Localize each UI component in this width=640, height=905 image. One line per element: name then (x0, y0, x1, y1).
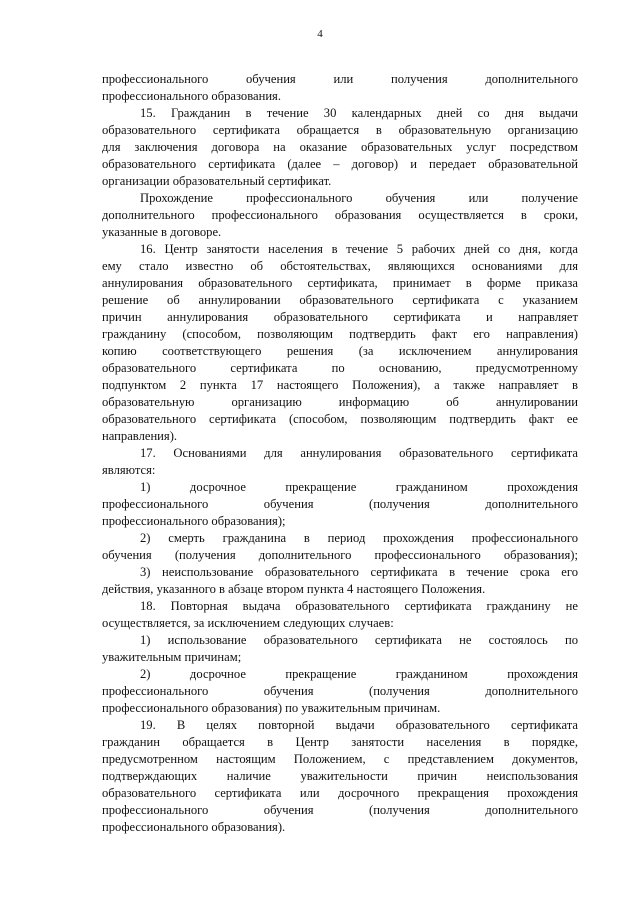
text-line: 19. В целях повторной выдачи образовательного сертификата (140, 718, 578, 732)
text-line: профессионального обучения (получения дополнительного (102, 497, 578, 511)
text-line: уважительным причинам; (102, 650, 242, 664)
text-line: действия, указанного в абзаце втором пункта 4 настоящего Положения. (102, 582, 486, 596)
text-line: профессионального образования); (102, 514, 286, 528)
text-line: профессионального обучения или получения дополнительного (102, 72, 578, 86)
text-line: профессионального обучения (получения дополнительного (102, 684, 578, 698)
text-line: 16. Центр занятости населения в течение 5 рабочих дней со дня, когда (140, 242, 578, 256)
document-body (102, 71, 578, 836)
text-line: аннулирования образовательного сертификата, принимает в форме приказа (102, 276, 578, 290)
text-line: осуществляется, за исключением следующих случаев: (102, 616, 394, 630)
text-line: организации образовательный сертификат. (102, 174, 332, 188)
text-line: гражданину (способом, позволяющим подтвердить факт его направления) (102, 327, 578, 341)
text-line: 18. Повторная выдача образовательного сертификата гражданину не (140, 599, 578, 613)
text-line: 15. Гражданин в течение 30 календарных дней со дня выдачи (140, 106, 578, 120)
text-line: предусмотренном настоящим Положением, с представлением документов, (102, 752, 578, 766)
text-line: 2) досрочное прекращение гражданином прохождения (140, 667, 578, 681)
text-line: 3) неиспользование образовательного сертификата в течение срока его (140, 565, 578, 579)
text-line: образовательного сертификата (далее – договор) и передает образовательной (102, 157, 578, 171)
text-line: подтверждающих наличие уважительности причин неиспользования (102, 769, 578, 783)
text-line: 17. Основаниями для аннулирования образовательного сертификата (140, 446, 578, 460)
text-line: образовательного сертификата или досрочного прекращения прохождения (102, 786, 578, 800)
text-line: профессионального обучения (получения дополнительного (102, 803, 578, 817)
text-line: профессионального образования. (102, 89, 281, 103)
text-line: профессионального образования). (102, 820, 286, 834)
text-line: 1) использование образовательного сертификата не состоялось по (140, 633, 578, 647)
text-line: Прохождение профессионального обучения или получение (140, 191, 578, 205)
text-line: 2) смерть гражданина в период прохождения профессионального (140, 531, 578, 545)
text-line: ему стало известно об обстоятельствах, являющихся основаниями для (102, 259, 578, 273)
text-line: образовательную организацию информацию об аннулировании (102, 395, 578, 409)
text-line: образовательного сертификата по основанию, предусмотренному (102, 361, 578, 375)
text-line: указанные в договоре. (102, 225, 222, 239)
text-line: копию соответствующего решения (за исключением аннулирования (102, 344, 578, 358)
text-line: профессионального образования) по уважительным причинам. (102, 701, 441, 715)
text-line: дополнительного профессионального образования осуществляется в сроки, (102, 208, 578, 222)
text-line: подпунктом 2 пункта 17 настоящего Положения), а также направляет в (102, 378, 578, 392)
text-line: причин аннулирования образовательного сертификата и направляет (102, 310, 578, 324)
text-line: направления). (102, 429, 178, 443)
text-line: образовательного сертификата (способом, позволяющим подтвердить факт ее (102, 412, 578, 426)
text-line: являются: (102, 463, 156, 477)
text-line: гражданин обращается в Центр занятости населения в порядке, (102, 735, 578, 749)
text-line: обучения (получения дополнительного профессионального образования); (102, 548, 578, 562)
text-line: для заключения договора на оказание образовательных услуг посредством (102, 140, 578, 154)
page-number: 4 (317, 28, 323, 40)
text-line: образовательного сертификата обращается в образовательную организацию (102, 123, 578, 137)
text-line: 1) досрочное прекращение гражданином прохождения (140, 480, 578, 494)
text-line: решение об аннулировании образовательного сертификата с указанием (102, 293, 578, 307)
